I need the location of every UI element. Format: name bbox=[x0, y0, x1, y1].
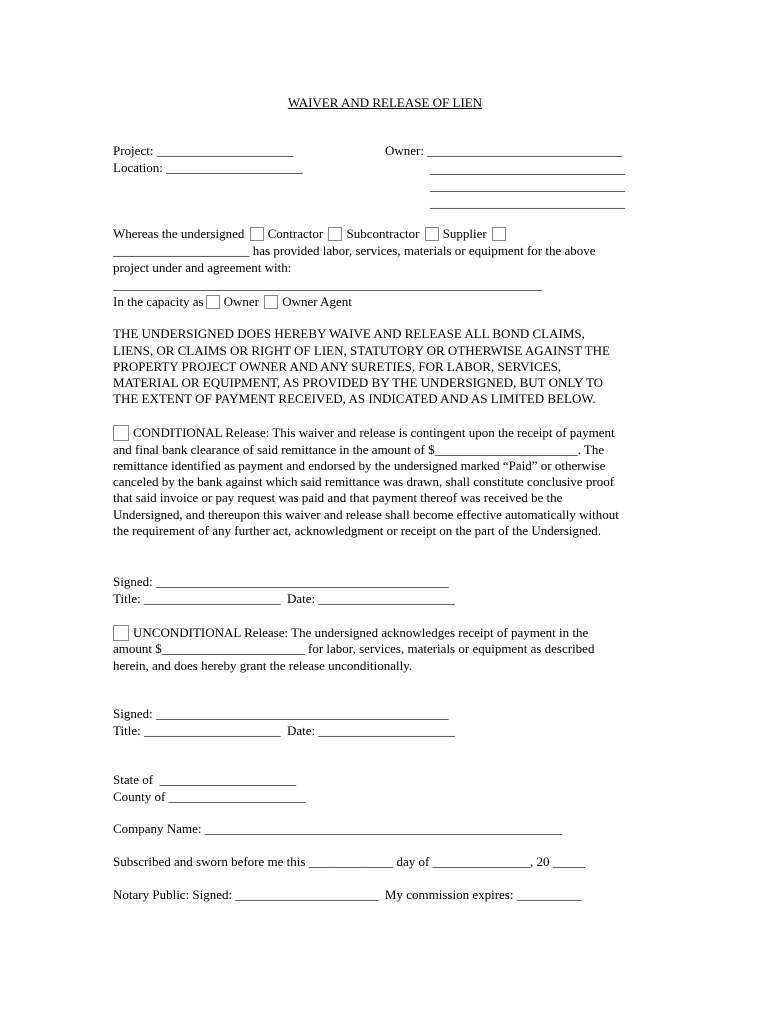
conditional-line-1 bbox=[113, 425, 615, 441]
capacity-label: In the capacity as bbox=[113, 294, 204, 309]
conditional-body-line: Undersigned, and thereupon this waiver and release shall become effective automatically without bbox=[113, 507, 619, 522]
notary-signed-label: Notary Public: Signed: bbox=[113, 887, 233, 902]
unconditional-signed-field[interactable]: _____________________________________________ bbox=[155, 706, 449, 721]
unconditional-title-field[interactable]: _____________________ bbox=[143, 723, 281, 738]
sworn-year-label: , 20 bbox=[530, 854, 550, 869]
conditional-signed-label: Signed: bbox=[113, 574, 153, 589]
county-label: County of bbox=[113, 789, 166, 804]
conditional-title-field[interactable]: _____________________ bbox=[143, 591, 281, 606]
sworn-label: Subscribed and sworn before me this bbox=[113, 854, 306, 869]
unconditional-amount-label: amount bbox=[113, 641, 152, 656]
company-field[interactable]: _______________________________________________________ bbox=[204, 821, 563, 836]
supplier-label: Supplier bbox=[442, 226, 487, 241]
unconditional-line-3: herein, and does hereby grant the release unconditionally. bbox=[113, 658, 413, 673]
unconditional-release-checkbox[interactable] bbox=[113, 625, 129, 641]
sworn-month-field[interactable]: _______________ bbox=[432, 854, 531, 869]
whereas-lead: Whereas the undersigned bbox=[113, 226, 245, 241]
conditional-date-label: Date: bbox=[286, 591, 316, 606]
whereas-line-3: project under and agreement with: bbox=[113, 260, 292, 275]
owner-agent-checkbox[interactable] bbox=[264, 295, 278, 309]
conditional-title-label: Title: bbox=[113, 591, 141, 606]
owner-field-1[interactable]: ______________________________ bbox=[427, 143, 623, 158]
subcontractor-checkbox[interactable] bbox=[328, 227, 342, 241]
unconditional-signed-label: Signed: bbox=[113, 706, 153, 721]
waiver-statement-line: PROPERTY PROJECT OWNER AND ANY SURETIES, FOR LABOR, SERVICES, bbox=[113, 359, 562, 374]
contractor-checkbox[interactable] bbox=[250, 227, 264, 241]
owner-label: Owner: bbox=[385, 143, 424, 158]
unconditional-date-label: Date: bbox=[286, 723, 316, 738]
owner-agent-option-label: Owner Agent bbox=[282, 294, 352, 309]
conditional-signed-field[interactable]: _____________________________________________ bbox=[155, 574, 449, 589]
owner-field-3[interactable]: ______________________________ bbox=[430, 178, 625, 193]
conditional-signed-row bbox=[113, 574, 448, 590]
unconditional-date-field[interactable]: _____________________ bbox=[318, 723, 455, 738]
notary-signed-field[interactable]: ______________________ bbox=[235, 887, 379, 902]
capacity-row bbox=[113, 294, 352, 310]
conditional-title-row bbox=[113, 591, 455, 607]
sworn-day-label: day of bbox=[396, 854, 430, 869]
project-label: Project: bbox=[113, 143, 154, 158]
company-row bbox=[113, 821, 562, 837]
sworn-day-field[interactable]: _____________ bbox=[308, 854, 394, 869]
other-type-field[interactable]: _____________________ bbox=[113, 243, 250, 258]
conditional-body-line: that said invoice or pay request was paid and that payment thereof was received be the bbox=[113, 490, 563, 505]
location-label: Location: bbox=[113, 160, 163, 175]
project-row bbox=[113, 143, 293, 159]
state-label: State of bbox=[113, 772, 154, 787]
waiver-statement-line: THE UNDERSIGNED DOES HEREBY WAIVE AND RELEASE ALL BOND CLAIMS, bbox=[113, 326, 585, 341]
owner-row bbox=[385, 143, 622, 159]
sworn-row bbox=[113, 854, 585, 870]
whereas-line-2-text: has provided labor, services, materials or equipment for the above bbox=[252, 243, 596, 258]
supplier-checkbox[interactable] bbox=[425, 227, 439, 241]
waiver-statement-line: MATERIAL OR EQUIPMENT, AS PROVIDED BY THE UNDERSIGNED, BUT ONLY TO bbox=[113, 375, 604, 390]
commission-label: My commission expires: bbox=[384, 887, 514, 902]
conditional-body-line: remittance identified as payment and endorsed by the undersigned marked “Paid” or otherwise bbox=[113, 458, 606, 473]
other-checkbox[interactable] bbox=[492, 227, 506, 241]
conditional-body-line: canceled by the bank against which said remittance was drawn, shall constitute conclusive proof bbox=[113, 474, 615, 489]
conditional-line-2-end: . The bbox=[577, 442, 605, 457]
conditional-line-2 bbox=[113, 442, 604, 458]
unconditional-title-label: Title: bbox=[113, 723, 141, 738]
unconditional-heading: UNCONDITIONAL Release: The undersigned acknowledges receipt of payment in the bbox=[133, 625, 589, 640]
subcontractor-label: Subcontractor bbox=[346, 226, 420, 241]
unconditional-line-2-text: for labor, services, materials or equipment as described bbox=[308, 641, 595, 656]
waiver-statement-line: LIENS, OR CLAIMS OR RIGHT OF LIEN, STATUTORY OR OTHERWISE AGAINST THE bbox=[113, 343, 610, 358]
state-field[interactable]: _____________________ bbox=[159, 772, 297, 787]
unconditional-signed-row bbox=[113, 706, 448, 722]
contractor-label: Contractor bbox=[267, 226, 324, 241]
conditional-heading: CONDITIONAL Release: This waiver and release is contingent upon the receipt of payment bbox=[133, 425, 615, 440]
conditional-amount-field[interactable]: $______________________ bbox=[428, 442, 578, 457]
agreement-field[interactable]: __________________________________________________________________ bbox=[113, 277, 542, 292]
company-label: Company Name: bbox=[113, 821, 202, 836]
whereas-line-1 bbox=[113, 226, 510, 242]
waiver-statement-line: THE EXTENT OF PAYMENT RECEIVED, AS INDICATED AND AS LIMITED BELOW. bbox=[113, 391, 596, 406]
commission-field[interactable]: __________ bbox=[516, 887, 582, 902]
unconditional-line-1 bbox=[113, 625, 588, 641]
conditional-date-field[interactable]: _____________________ bbox=[318, 591, 455, 606]
document-title: WAIVER AND RELEASE OF LIEN bbox=[287, 95, 483, 110]
owner-field-2[interactable]: ______________________________ bbox=[430, 161, 625, 176]
project-field[interactable]: _____________________ bbox=[156, 143, 294, 158]
conditional-body-line: the requirement of any further act, acknowledgment or receipt on the part of the Undersigned. bbox=[113, 523, 602, 538]
notary-row bbox=[113, 887, 582, 903]
location-row bbox=[113, 160, 303, 176]
county-row bbox=[113, 789, 305, 805]
owner-field-4[interactable]: ______________________________ bbox=[430, 195, 625, 210]
conditional-line-2-text: and final bank clearance of said remittance in the amount of bbox=[113, 442, 425, 457]
state-row bbox=[113, 772, 296, 788]
owner-checkbox[interactable] bbox=[206, 295, 220, 309]
county-field[interactable]: _____________________ bbox=[168, 789, 306, 804]
unconditional-line-2 bbox=[113, 641, 594, 657]
conditional-release-checkbox[interactable] bbox=[113, 425, 129, 441]
unconditional-title-row bbox=[113, 723, 455, 739]
whereas-line-2 bbox=[113, 243, 596, 259]
owner-option-label: Owner bbox=[223, 294, 259, 309]
location-field[interactable]: _____________________ bbox=[166, 160, 303, 175]
sworn-year-field[interactable]: _____ bbox=[552, 854, 586, 869]
unconditional-amount-field[interactable]: $______________________ bbox=[155, 641, 305, 656]
